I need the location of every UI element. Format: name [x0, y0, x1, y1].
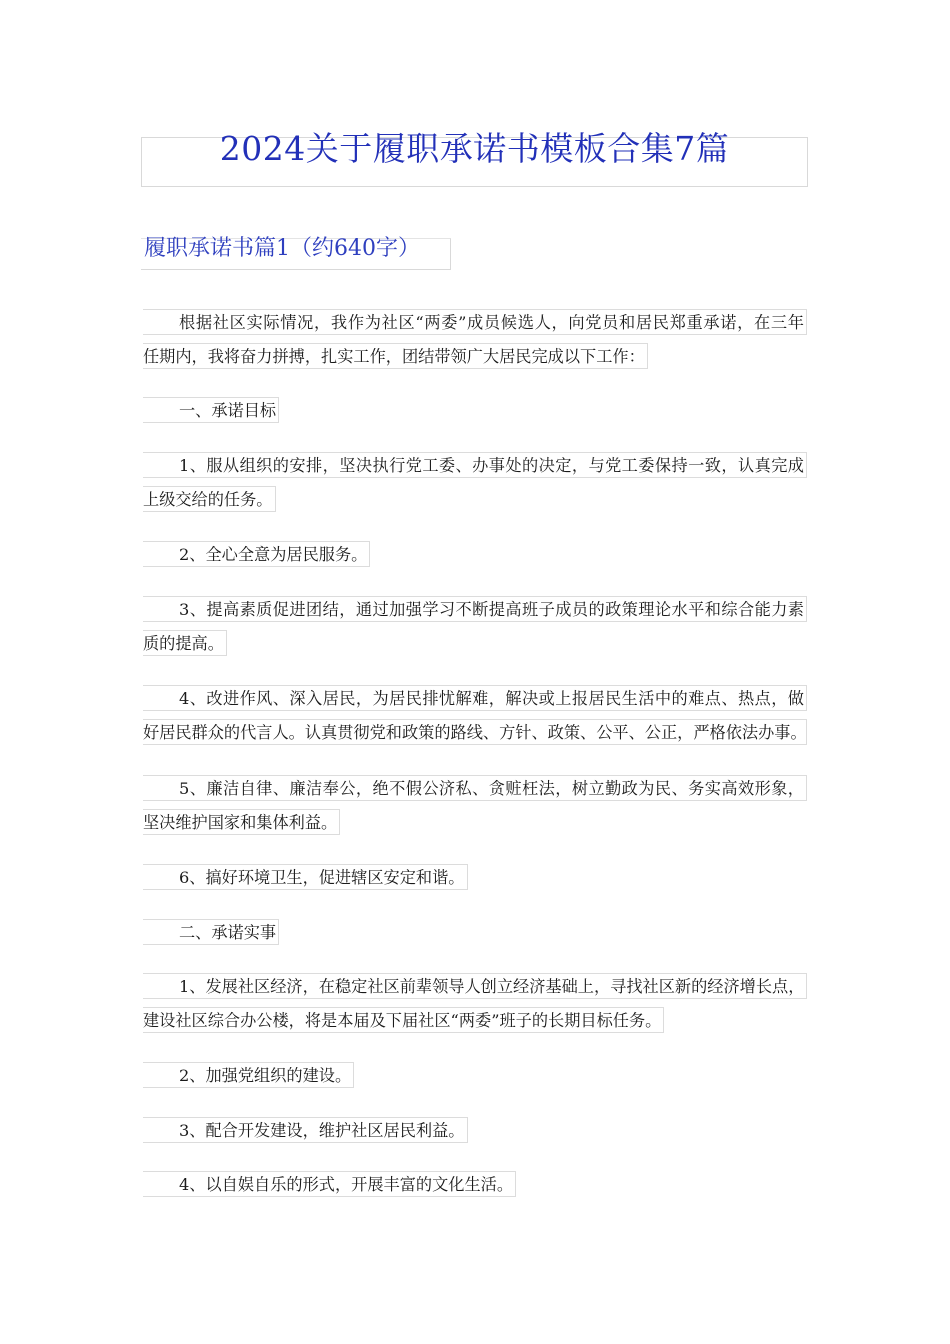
- paragraph-line: 上级交给的任务。: [143, 484, 807, 518]
- paragraph-line: 2、加强党组织的建设。: [143, 1060, 807, 1094]
- goal-item-6: [143, 862, 807, 896]
- paragraph-line: 3、提高素质促进团结，通过加强学习不断提高班子成员的政策理论水平和综合能力素: [143, 594, 807, 628]
- goal-item-3: [143, 594, 807, 662]
- paragraph-line: 1、服从组织的安排，坚决执行党工委、办事处的决定，与党工委保持一致，认真完成: [143, 450, 807, 484]
- commitment-item-2: [143, 1060, 807, 1094]
- paragraph-line: 建设社区综合办公楼，将是本届及下届社区“两委”班子的长期目标任务。: [143, 1005, 807, 1039]
- paragraph-line: 好居民群众的代言人。认真贯彻党和政策的路线、方针、政策、公平、公正，严格依法办事。: [143, 717, 807, 751]
- paragraph-line: 二、承诺实事: [143, 917, 807, 951]
- heading-goals: [143, 395, 807, 429]
- commitment-item-3: [143, 1115, 807, 1149]
- paragraph-line: 质的提高。: [143, 628, 807, 662]
- paragraph-line: 5、廉洁自律、廉洁奉公，绝不假公济私、贪赃枉法，树立勤政为民、务实高效形象，: [143, 773, 807, 807]
- paragraph-line: 4、以自娱自乐的形式，开展丰富的文化生活。: [143, 1169, 807, 1203]
- paragraph-line: 坚决维护国家和集体利益。: [143, 807, 807, 841]
- goal-item-4: [143, 683, 807, 751]
- paragraph-intro: [143, 307, 807, 375]
- paragraph-line: 4、改进作风、深入居民，为居民排忧解难，解决或上报居民生活中的难点、热点，做: [143, 683, 807, 717]
- paragraph-line: 2、全心全意为居民服务。: [143, 539, 807, 573]
- commitment-item-1: [143, 971, 807, 1039]
- paragraph-line: 3、配合开发建设，维护社区居民利益。: [143, 1115, 807, 1149]
- paragraph-line: 一、承诺目标: [143, 395, 807, 429]
- paragraph-line: 任期内，我将奋力拼搏，扎实工作，团结带领广大居民完成以下工作：: [143, 341, 807, 375]
- paragraph-line: 1、发展社区经济，在稳定社区前辈领导人创立经济基础上，寻找社区新的经济增长点，: [143, 971, 807, 1005]
- goal-item-2: [143, 539, 807, 573]
- commitment-item-4: [143, 1169, 807, 1203]
- paragraph-line: 6、搞好环境卫生，促进辖区安定和谐。: [143, 862, 807, 896]
- goal-item-1: [143, 450, 807, 518]
- goal-item-5: [143, 773, 807, 841]
- paragraph-line: 根据社区实际情况，我作为社区“两委”成员候选人，向党员和居民郑重承诺，在三年: [143, 307, 807, 341]
- heading-commitments: [143, 917, 807, 951]
- section-title: 履职承诺书篇1（约640字）: [144, 236, 420, 261]
- document-title: 2024关于履职承诺书模板合集7篇: [219, 129, 730, 168]
